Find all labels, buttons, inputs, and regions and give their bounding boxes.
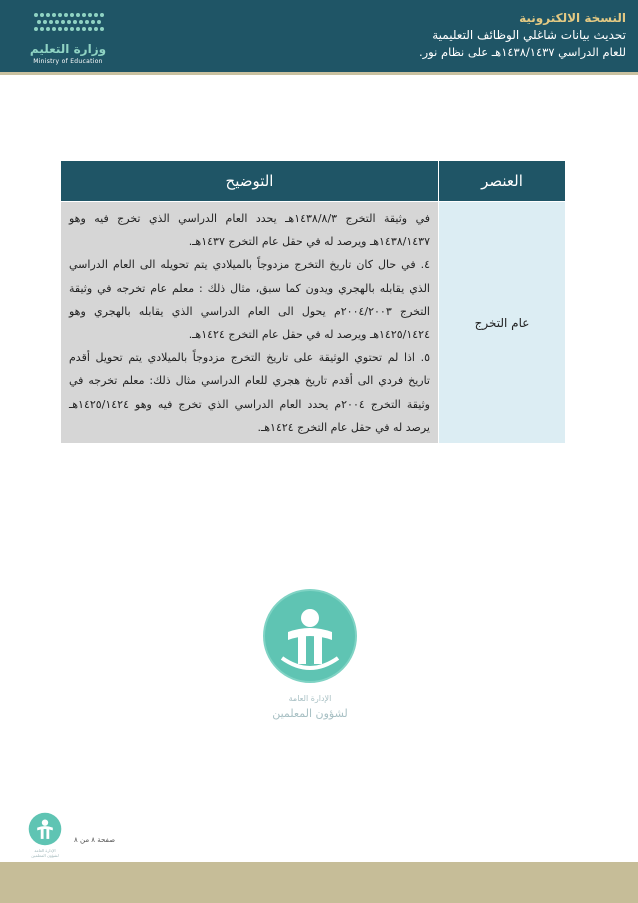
element-cell: عام التخرج bbox=[439, 202, 566, 444]
center-logo-caption-1: الإدارة العامة bbox=[288, 694, 332, 703]
ministry-name-en: Ministry of Education bbox=[33, 58, 103, 65]
header-bar bbox=[0, 0, 638, 72]
explanation-table bbox=[60, 160, 566, 444]
small-logo-caption bbox=[22, 848, 68, 858]
small-logo-icon bbox=[28, 812, 62, 846]
small-logo-caption-1: الإدارة العامة bbox=[34, 848, 56, 853]
header-divider bbox=[0, 72, 638, 75]
description-paragraph: ٤. في حال كان تاريخ التخرج مزدوجاً بالميلادي يتم تحويله الى العام الدراسي الذي يقابله بالهجري ويدون كما سبق، مثال ذلك : معلم عام تخرجه في وثيقة التخرج ٢٠٠٤/٢٠٠٣م يحول الى العام الدراسي الذي يقابله بالهجري وهو ١٤٢٥/١٤٢٤هـ ويرصد له في حقل عام التخرج ١٤٢٤هـ. bbox=[69, 258, 430, 342]
header-line-1: النسخة الالكترونية bbox=[519, 11, 626, 25]
description-paragraph: ٥. اذا لم تحتوي الوثيقة على تاريخ التخرج مزدوجاً بالميلادي يتم تحويل أقدم تاريخ فردي الى أقدم تاريخ هجري للعام الدراسي مثال ذلك: معلم تخرجه في وثيقة التخرج ٢٠٠٤م يحدد العام الدراسي الذي تخرج فيه وهو ١٤٢٥/١٤٢٤هـ يرصد له في حقل عام التخرج ١٤٢٤هـ. bbox=[69, 351, 430, 434]
footer-bar bbox=[0, 862, 638, 903]
small-logo-caption-2: لشؤون المعلمين bbox=[31, 853, 59, 858]
ministry-name-ar: وزارة التعليم bbox=[29, 42, 107, 56]
table-row bbox=[61, 202, 566, 444]
description-paragraph: في وثيقة التخرج ١٤٣٨/٨/٣هـ يحدد العام الدراسي الذي تخرج فيه وهو ١٤٣٨/١٤٣٧هـ ويرصد له في حقل عام التخرج ١٤٣٧هـ. bbox=[69, 212, 430, 249]
column-header-description: التوضيح bbox=[61, 161, 439, 202]
ministry-logo bbox=[26, 8, 110, 68]
teachers-affairs-logo-icon bbox=[262, 588, 358, 684]
page-number: صفحة ٨ من ٨ bbox=[74, 836, 116, 844]
header-line-3: للعام الدراسي ١٤٣٨/١٤٣٧هـ على نظام نور. bbox=[418, 45, 626, 59]
description-cell bbox=[61, 202, 439, 444]
ministry-dots-icon bbox=[30, 10, 106, 40]
header-line-2: تحديث بيانات شاغلي الوظائف التعليمية bbox=[432, 28, 626, 42]
center-logo-caption-2: لشؤون المعلمين bbox=[272, 707, 348, 720]
header-title-block bbox=[186, 10, 626, 61]
table-header-row bbox=[61, 161, 566, 202]
column-header-element: العنصر bbox=[439, 161, 566, 202]
